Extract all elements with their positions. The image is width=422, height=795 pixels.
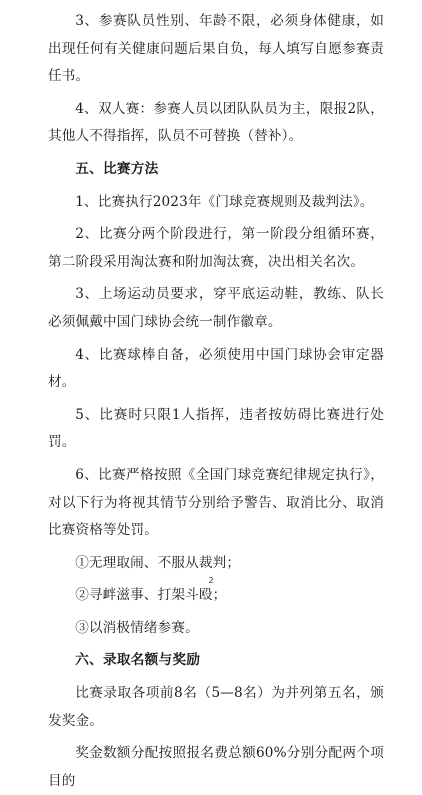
section-6-heading: 六、录取名额与奖励 [75, 652, 201, 669]
method-item-4: 4、比赛球棒自备，必须使用中国门球协会审定器材。 [48, 346, 384, 391]
method-item-6: 6、比赛严格按照《全国门球竞赛纪律规定执行》，对以下行为将视其情节分别给予警告、取消比分、取消比赛资格等处罚。 [48, 466, 384, 539]
rule-4-paragraph: 4、双人赛：参赛人员以团队队员为主，限报2队，其他人不得指挥，队员不可替换（替补）。 [48, 100, 384, 145]
rule-3-paragraph: 3、参赛队员性别、年龄不限，必须身体健康，如出现任何有关健康问题后果自负，每人填写自愿参赛责任书。 [48, 13, 384, 85]
method-item-1: 1、比赛执行2023年《门球竞赛规则及裁判法》。 [75, 193, 374, 210]
method-item-5: 5、比赛时只限1人指挥，违者按妨碍比赛进行处罚。 [48, 406, 384, 451]
method-item-2: 2、比赛分两个阶段进行，第一阶段分组循环赛，第二阶段采用淘汰赛和附加淘汰赛，决出相关名次。 [48, 226, 384, 270]
penalty-sub-item-1: ①无理取闹、不服从裁判； [75, 554, 241, 571]
award-item-2: 奖金数额分配按照报名费总额60%分别分配两个项目的 [48, 745, 384, 789]
award-item-1: 比赛录取各项前8名（5—8名）为并列第五名，颁发奖金。 [48, 685, 384, 729]
document-page [48, 8, 384, 795]
penalty-sub-item-3: ③以消极情绪参赛。 [75, 619, 199, 636]
section-5-heading: 五、比赛方法 [75, 160, 159, 177]
page-number: 2 [208, 576, 214, 585]
method-item-3: 3、上场运动员要求，穿平底运动鞋，教练、队长必须佩戴中国门球协会统一制作徽章。 [48, 286, 384, 330]
penalty-sub-item-2: ②寻衅滋事、打架斗殴； [75, 587, 227, 604]
